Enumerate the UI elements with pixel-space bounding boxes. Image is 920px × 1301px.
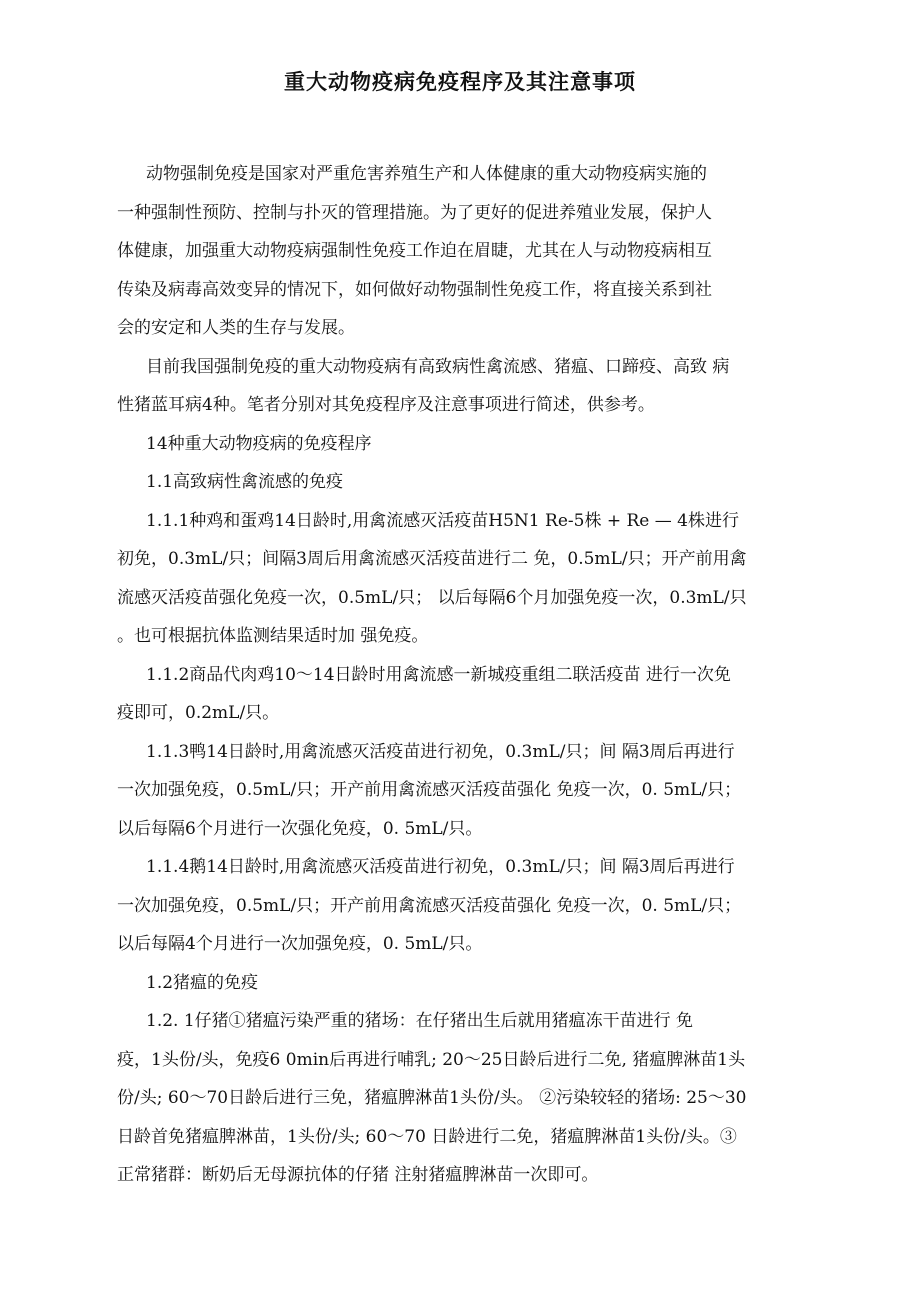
paragraph-line: 1.1.3鸭14日龄时,用禽流感灭活疫苗进行初免，0.3mL/只；间 隔3周后再进行 xyxy=(146,741,735,762)
paragraph-line: 疫即可，0.2mL/只。 xyxy=(117,703,280,723)
paragraph-line: 1.2猪瘟的免疫 xyxy=(146,972,259,993)
paragraph-line: 体健康，加强重大动物疫病强制性免疫工作迫在眉睫，尤其在人与动物疫病相互 xyxy=(117,241,712,261)
paragraph-line: 性猪蓝耳病4种。笔者分别对其免疫程序及注意事项进行简述，供参考。 xyxy=(117,395,655,415)
paragraph-item-1-1-3 xyxy=(117,733,821,849)
paragraph-line: 1.1高致病性禽流感的免疫 xyxy=(146,472,344,492)
paragraph-line: 流感灭活疫苗强化免疫一次，0.5mL/只； 以后每隔6个月加强免疫一次，0.3mL/只 xyxy=(117,587,747,608)
paragraph-line: 传染及病毒高效变异的情况下，如何做好动物强制性免疫工作，将直接关系到社 xyxy=(117,279,712,300)
paragraph-heading-1 xyxy=(117,425,821,464)
paragraph-line: 1.1.4鹅14日龄时,用禽流感灭活疫苗进行初免，0.3mL/只；间 隔3周后再进行 xyxy=(146,857,735,877)
paragraph-line: 以后每隔6个月进行一次强化免疫，0. 5mL/只。 xyxy=(117,818,483,839)
paragraph-line: 。也可根据抗体监测结果适时加 强免疫。 xyxy=(117,626,429,646)
paragraph-item-1-2 xyxy=(117,1002,821,1195)
paragraph-line: 一种强制性预防、控制与扑灭的管理措施。为了更好的促进养殖业发展，保护人 xyxy=(117,202,712,223)
paragraph-line: 份/头; 60〜70日龄后进行三免，猪瘟脾淋苗1头份/头。 ②污染较轻的猪场: 25〜30 xyxy=(117,1088,747,1108)
paragraph-heading-1-2 xyxy=(117,964,821,1003)
paragraph-line: 正常猪群：断奶后无母源抗体的仔猪 注射猪瘟脾淋苗一次即可。 xyxy=(117,1165,599,1185)
paragraph-line: 初免，0.3mL/只；间隔3周后用禽流感灭活疫苗进行二 免，0.5mL/只；开产前用禽 xyxy=(117,549,747,569)
paragraph-line: 一次加强免疫，0.5mL/只；开产前用禽流感灭活疫苗强化 免疫一次，0. 5mL/只； xyxy=(117,895,742,916)
paragraph-line: 14种重大动物疫病的免疫程序 xyxy=(146,433,372,454)
paragraph-item-1-1-2 xyxy=(117,656,821,733)
paragraph-heading-1-1 xyxy=(117,463,821,502)
paragraph-item-1-1-4 xyxy=(117,848,821,964)
document-body xyxy=(117,155,821,1195)
paragraph-line: 会的安定和人类的生存与发展。 xyxy=(117,318,355,338)
paragraph-line: 疫，1头份/头，免疫6 0min后再进行哺乳; 20〜25日龄后进行二免, 猪瘟脾淋苗1头 xyxy=(117,1049,746,1070)
paragraph-line: 1.1.1种鸡和蛋鸡14日龄时,用禽流感灭活疫苗H5N1 Re-5株 + Re — 4株进行 xyxy=(146,510,739,531)
paragraph-line: 1.2. 1仔猪①猪瘟污染严重的猪场：在仔猪出生后就用猪瘟冻干苗进行 免 xyxy=(146,1011,694,1031)
paragraph-line: 以后每隔4个月进行一次加强免疫，0. 5mL/只。 xyxy=(117,934,483,954)
paragraph-item-1-1-1 xyxy=(117,502,821,656)
paragraph-line: 目前我国强制免疫的重大动物疫病有高致病性禽流感、猪瘟、口蹄疫、高致 病 xyxy=(146,356,730,377)
paragraph-line: 一次加强免疫，0.5mL/只；开产前用禽流感灭活疫苗强化 免疫一次，0. 5mL/只； xyxy=(117,780,742,800)
paragraph-line: 动物强制免疫是国家对严重危害养殖生产和人体健康的重大动物疫病实施的 xyxy=(146,164,707,184)
paragraph-line: 日龄首免猪瘟脾淋苗，1头份/头; 60〜70 日龄进行二免，猪瘟脾淋苗1头份/头。③ xyxy=(117,1126,737,1147)
paragraph-line: 1.1.2商品代肉鸡10〜14日龄时用禽流感一新城疫重组二联活疫苗 进行一次免 xyxy=(146,664,731,685)
document-title: 重大动物疫病免疫程序及其注意事项 xyxy=(284,69,636,94)
paragraph-overview xyxy=(117,348,821,425)
paragraph-intro xyxy=(117,155,821,348)
